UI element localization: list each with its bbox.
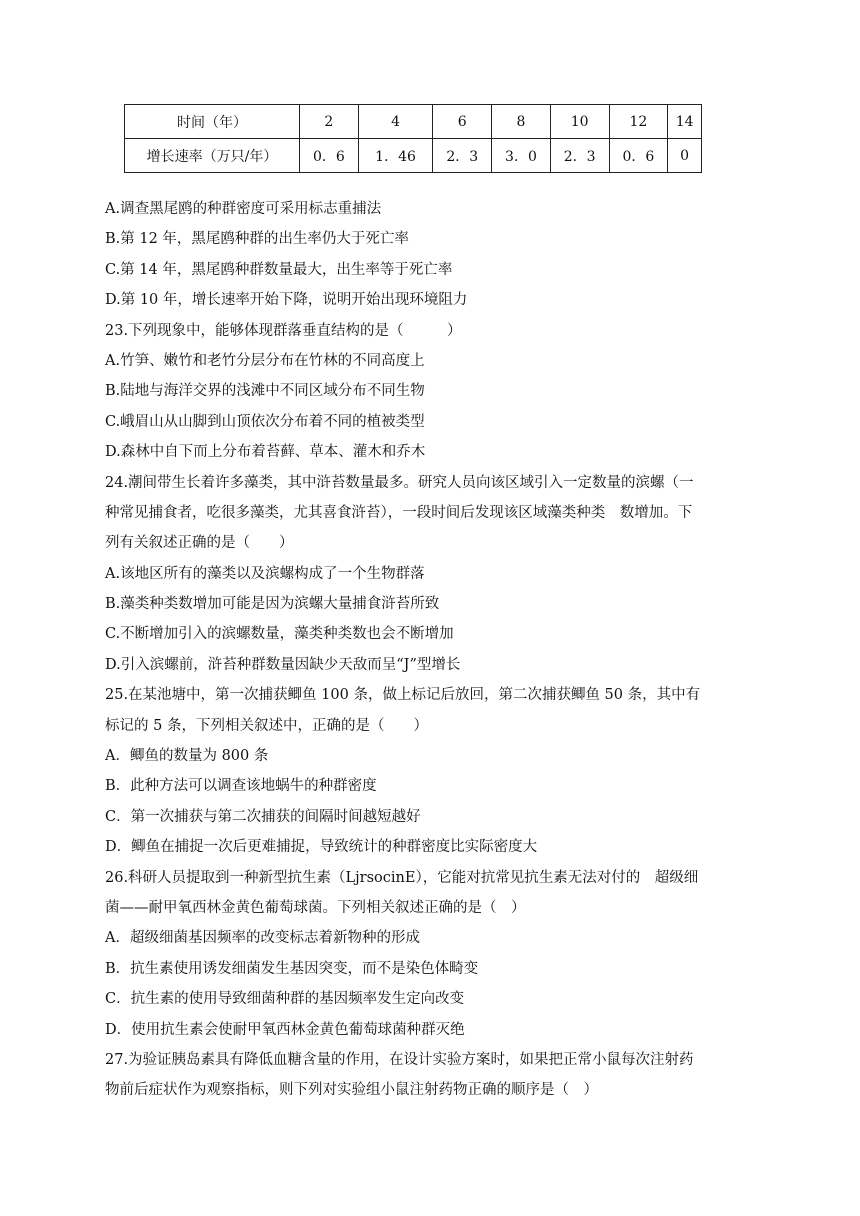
table-cell: 12	[609, 105, 668, 139]
table-row-growth-rate	[125, 139, 702, 173]
q22-option-b: B.第 12 年，黑尾鸥种群的出生率仍大于死亡率	[105, 231, 409, 248]
q25-option-a: A．鲫鱼的数量为 800 条	[105, 748, 269, 765]
q24-option-b: B.藻类种类数增加可能是因为滨螺大量捕食浒苔所致	[105, 596, 440, 613]
q26-option-d: D．使用抗生素会使耐甲氧西林金黄色葡萄球菌种群灭绝	[105, 1021, 465, 1038]
table-cell: 6	[433, 105, 492, 139]
q26-stem-line-2: 菌——耐甲氧西林金黄色葡萄球菌。下列相关叙述正确的是（ ）	[105, 899, 526, 916]
table-cell: 14	[668, 105, 702, 139]
q24-stem-line-3: 列有关叙述正确的是（ ）	[105, 535, 294, 552]
q27-stem-line-1: 27.为验证胰岛素具有降低血糖含量的作用，在设计实验方案时，如果把正常小鼠每次注射药	[105, 1051, 694, 1068]
q24-option-d: D.引入滨螺前，浒苔种群数量因缺少天敌而呈“J”型增长	[105, 656, 461, 673]
q23-option-d: D.森林中自下而上分布着苔藓、草本、灌木和乔木	[105, 444, 426, 461]
q22-option-d: D.第 10 年，增长速率开始下降，说明开始出现环境阻力	[105, 292, 468, 309]
q27-stem-line-2: 物前后症状作为观察指标，则下列对实验组小鼠注射药物正确的顺序是（ ）	[105, 1082, 598, 1099]
q24-stem-line-2: 种常见捕食者，吃很多藻类，尤其喜食浒苔），一段时间后发现该区域藻类种类 数增加。下	[105, 504, 693, 521]
q25-stem-line-1: 25.在某池塘中，第一次捕获鲫鱼 100 条，做上标记后放回，第二次捕获鲫鱼 50 条，其中有	[105, 687, 701, 704]
q24-option-a: A.该地区所有的藻类以及滨螺构成了一个生物群落	[105, 565, 425, 582]
q25-stem-line-2: 标记的 5 条，下列相关叙述中，正确的是（ ）	[105, 717, 428, 734]
q24-option-c: C.不断增加引入的滨螺数量，藻类种类数也会不断增加	[105, 626, 454, 643]
table-cell: 1．46	[358, 139, 433, 173]
table-cell: 4	[358, 105, 433, 139]
table-cell: 2．3	[433, 139, 492, 173]
q23-option-c: C.峨眉山从山脚到山顶依次分布着不同的植被类型	[105, 413, 425, 430]
q25-option-c: C．第一次捕获与第二次捕获的间隔时间越短越好	[105, 808, 421, 825]
q22-option-c: C.第 14 年，黑尾鸥种群数量最大，出生率等于死亡率	[105, 261, 453, 278]
q24-stem-line-1: 24.潮间带生长着许多藻类，其中浒苔数量最多。研究人员向该区域引入一定数量的滨螺（一	[105, 474, 694, 491]
table-cell: 8	[492, 105, 551, 139]
q25-option-d: D．鲫鱼在捕捉一次后更难捕捉，导致统计的种群密度比实际密度大	[105, 839, 538, 856]
q26-option-b: B．抗生素使用诱发细菌发生基因突变，而不是染色体畸变	[105, 960, 479, 977]
table-cell: 10	[550, 105, 609, 139]
table-cell: 0．6	[609, 139, 668, 173]
table-cell: 0．6	[300, 139, 359, 173]
table-cell: 0	[668, 139, 702, 173]
table-row-time	[125, 105, 702, 139]
question-text	[105, 194, 757, 1106]
q22-option-a: A.调查黑尾鸥的种群密度可采用标志重捕法	[105, 201, 382, 217]
q23-stem: 23.下列现象中，能够体现群落垂直结构的是（ ）	[105, 322, 462, 339]
q23-option-b: B.陆地与海洋交界的浅滩中不同区域分布不同生物	[105, 383, 425, 400]
data-table	[124, 104, 702, 173]
table-cell: 2．3	[550, 139, 609, 173]
q23-option-a: A.竹笋、嫩竹和老竹分层分布在竹林的不同高度上	[105, 352, 425, 369]
q26-option-c: C．抗生素的使用导致细菌种群的基因频率发生定向改变	[105, 991, 465, 1008]
q25-option-b: B．此种方法可以调查该地蜗牛的种群密度	[105, 778, 377, 795]
q26-option-a: A．超级细菌基因频率的改变标志着新物种的形成	[105, 930, 420, 947]
row-header-growth-rate: 增长速率（万只/年）	[125, 139, 300, 173]
table-cell: 2	[300, 105, 359, 139]
table-cell: 3．0	[492, 139, 551, 173]
q26-stem-line-1: 26.科研人员提取到一种新型抗生素（LjrsocinE），它能对抗常见抗生素无法对付的 超级细	[105, 869, 699, 886]
row-header-time: 时间（年）	[125, 105, 300, 139]
